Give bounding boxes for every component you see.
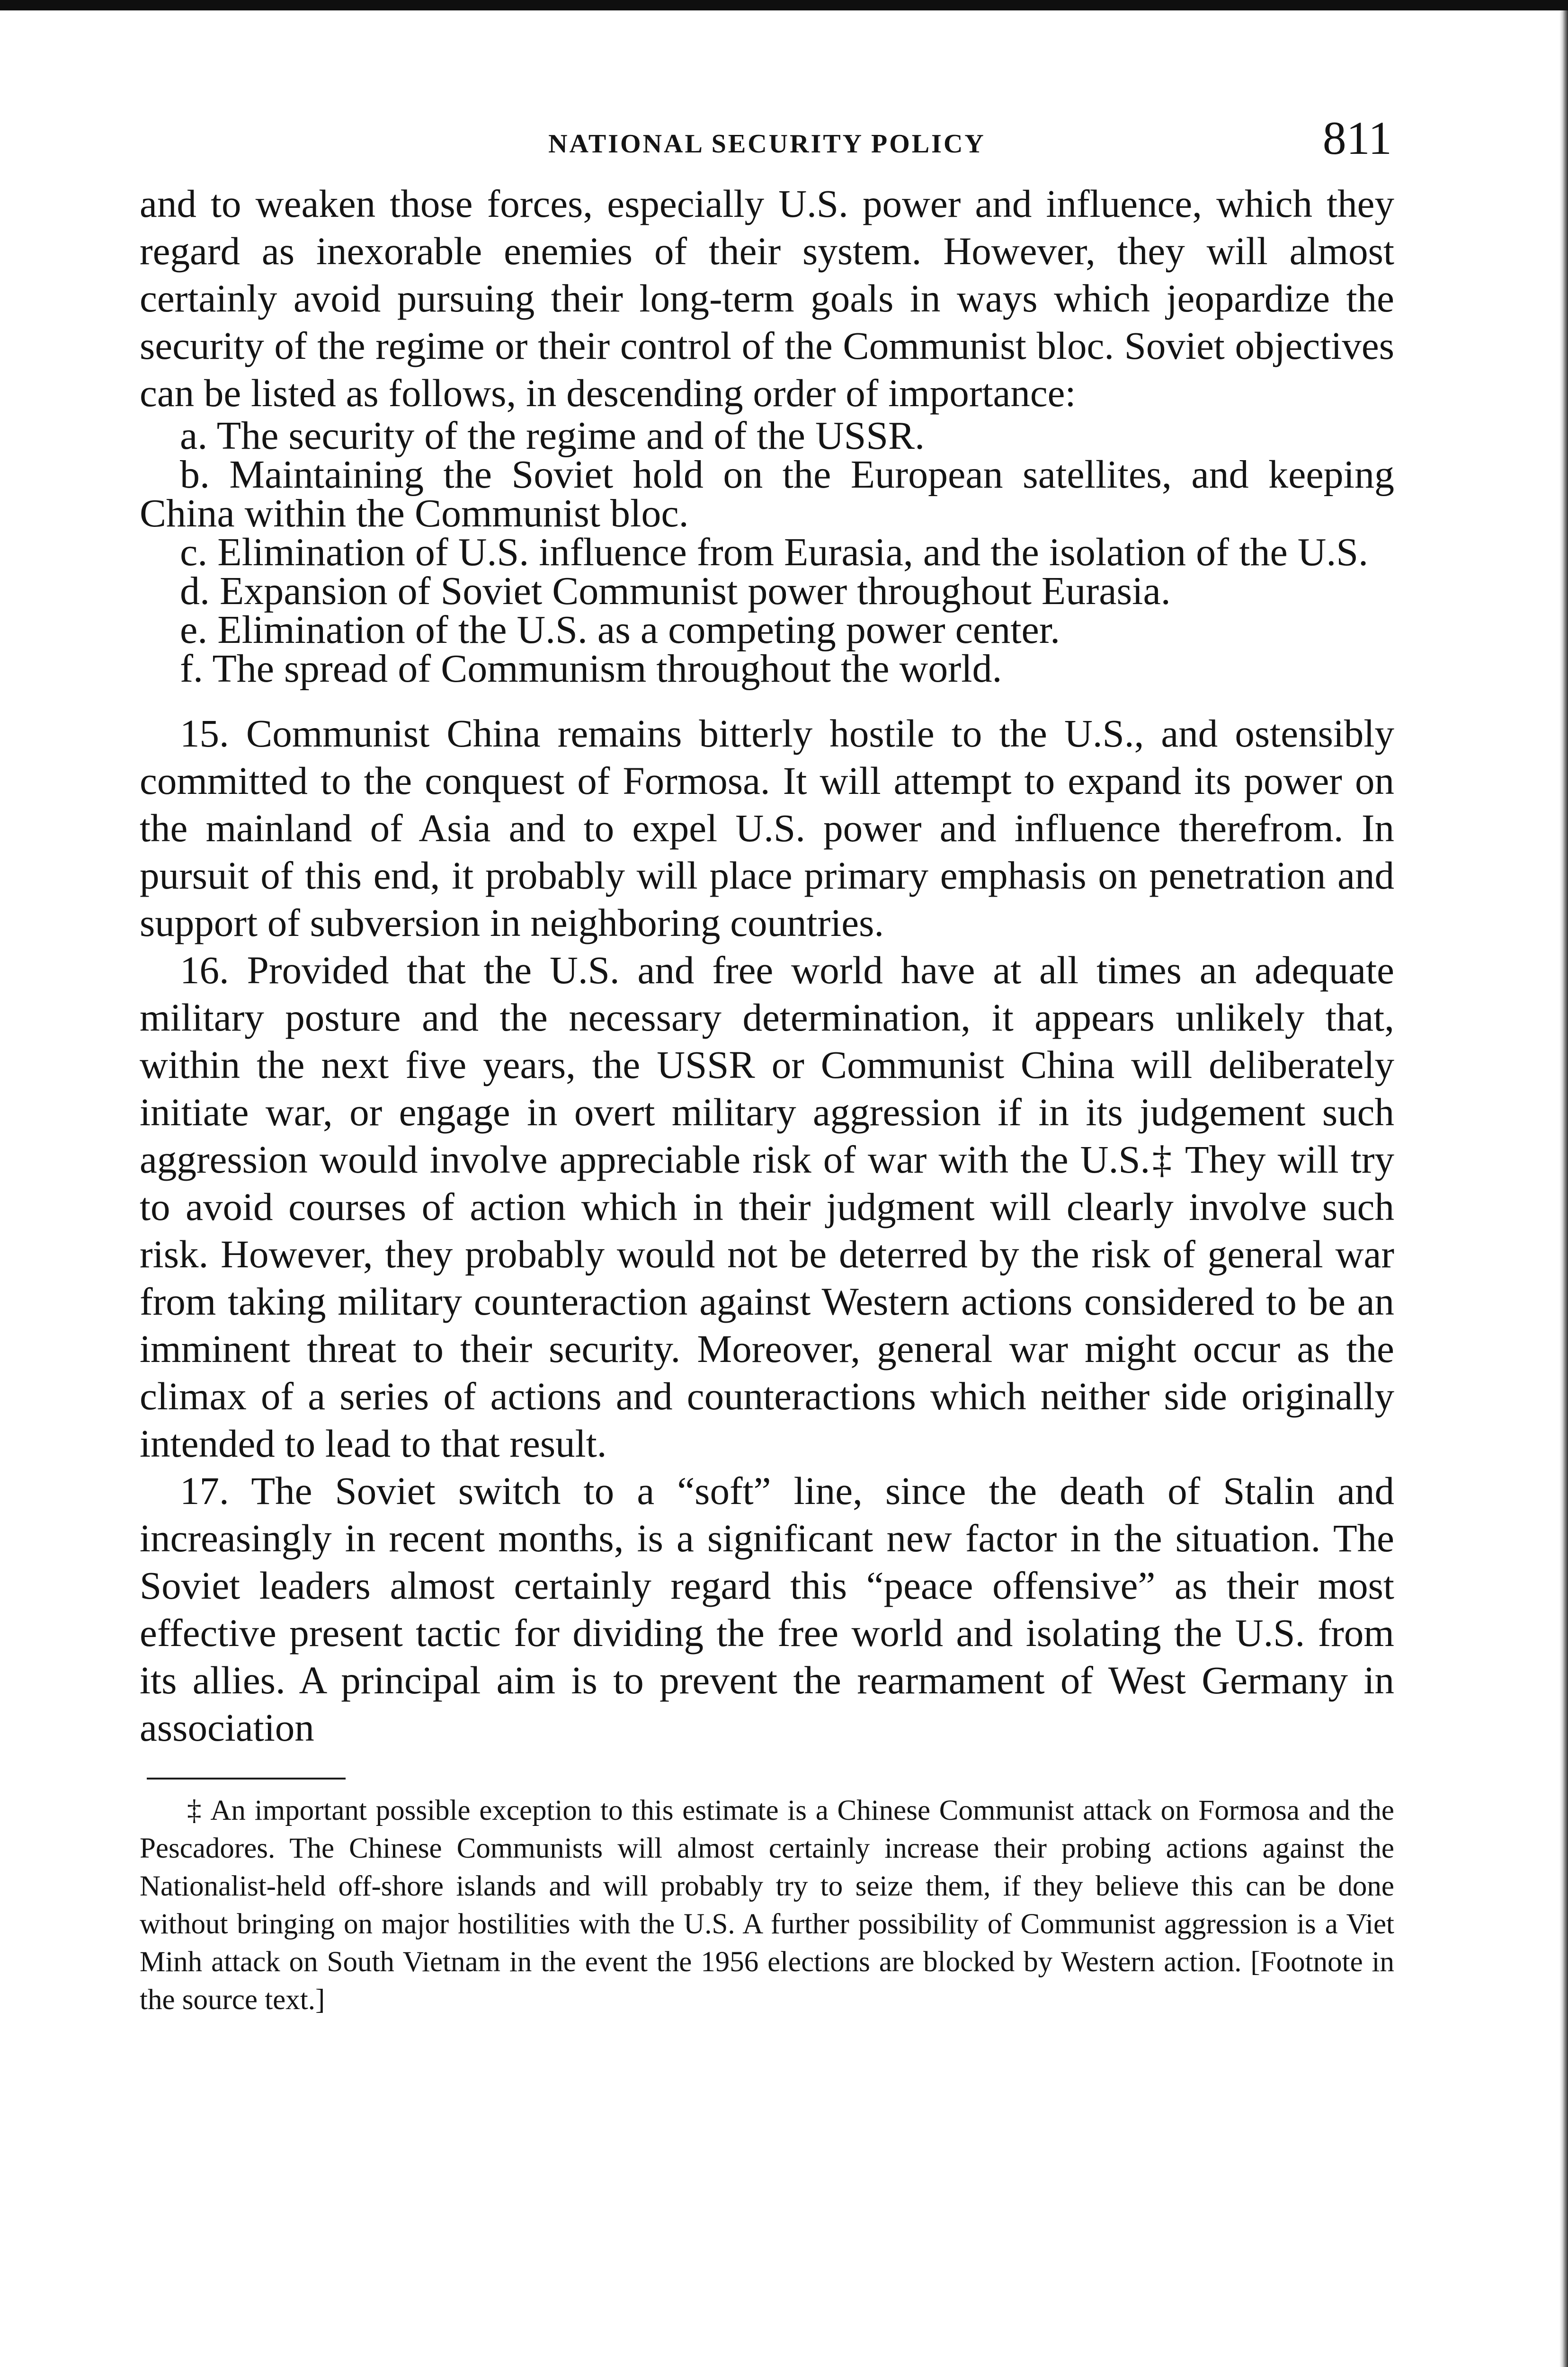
page-header — [140, 99, 1394, 180]
page-number: 811 — [1322, 112, 1392, 164]
footnote-divider — [147, 1778, 346, 1780]
list-item: d. Expansion of Soviet Communist power throughout Eurasia. — [180, 569, 1171, 613]
continuation-paragraph: and to weaken those forces, especially U.S. power and influence, which they regard as inexorable enemies of their system. However, they will almost certainly avoid pursuing their long-term goals in ways which jeopardize the security of the regime or their control of the Communist bloc. Soviet objectives can be listed as follows, in descending order of importance: — [140, 182, 1394, 415]
list-item: f. The spread of Communism throughout the world. — [180, 647, 1002, 691]
paragraph-16: 16. Provided that the U.S. and free world have at all times an adequate military posture and the necessary determination, it appears unlikely that, within the next five years, the USSR or Communist China will deliberately initiate war, or engage in overt military aggression if in its judgement such aggression would involve appreciable risk of war with the U.S.‡ They will try to avoid courses of action which in their judgment will clearly involve such risk. However, they probably would not be deterred by the risk of general war from taking military counteraction against Western actions considered to be an imminent threat to their security. Moreover, general war might occur as the climax of a series of actions and counteractions which neither side originally intended to lead to that result. — [140, 948, 1394, 1465]
list-item: c. Elimination of U.S. influence from Eurasia, and the isolation of the U.S. — [180, 530, 1369, 574]
paragraph-17: 17. The Soviet switch to a “soft” line, since the death of Stalin and increasingly in recent months, is a significant new factor in the situation. The Soviet leaders almost certainly regard this “peace offensive” as their most effective present tactic for dividing the free world and isolating the U.S. from its allies. A principal aim is to prevent the rearmament of West Germany in association — [140, 1469, 1394, 1749]
document-page — [140, 99, 1394, 2019]
soviet-objectives-list — [140, 414, 1394, 691]
list-item: a. The security of the regime and of the USSR. — [180, 414, 925, 458]
page-edge-shadow — [1559, 10, 1568, 2367]
footnote: ‡ An important possible exception to this estimate is a Chinese Communist attack on Formosa and the Pescadores. The Chinese Communists will almost certainly increase their probing actions against the Nationalist-held off-shore islands and will probably try to seize them, if they believe this can be done without bringing on major hostilities with the U.S. A further possibility of Communist aggression is a Viet Minh attack on South Vietnam in the event the 1956 elections are blocked by Western action. [Footnote in the source text.] — [140, 1795, 1394, 2016]
list-item: b. Maintaining the Soviet hold on the European satellites, and keeping China within the Communist bloc. — [140, 453, 1394, 535]
document-body — [140, 180, 1394, 1751]
running-head: NATIONAL SECURITY POLICY — [548, 129, 986, 159]
paragraph-15: 15. Communist China remains bitterly hostile to the U.S., and ostensibly committed to the conquest of Formosa. It will attempt to expand its power on the mainland of Asia and to expel U.S. power and influence therefrom. In pursuit of this end, it probably will place primary emphasis on penetration and support of subversion in neighboring countries. — [140, 712, 1394, 944]
top-edge-rule — [0, 0, 1568, 10]
list-item: e. Elimination of the U.S. as a competing power center. — [180, 608, 1060, 652]
